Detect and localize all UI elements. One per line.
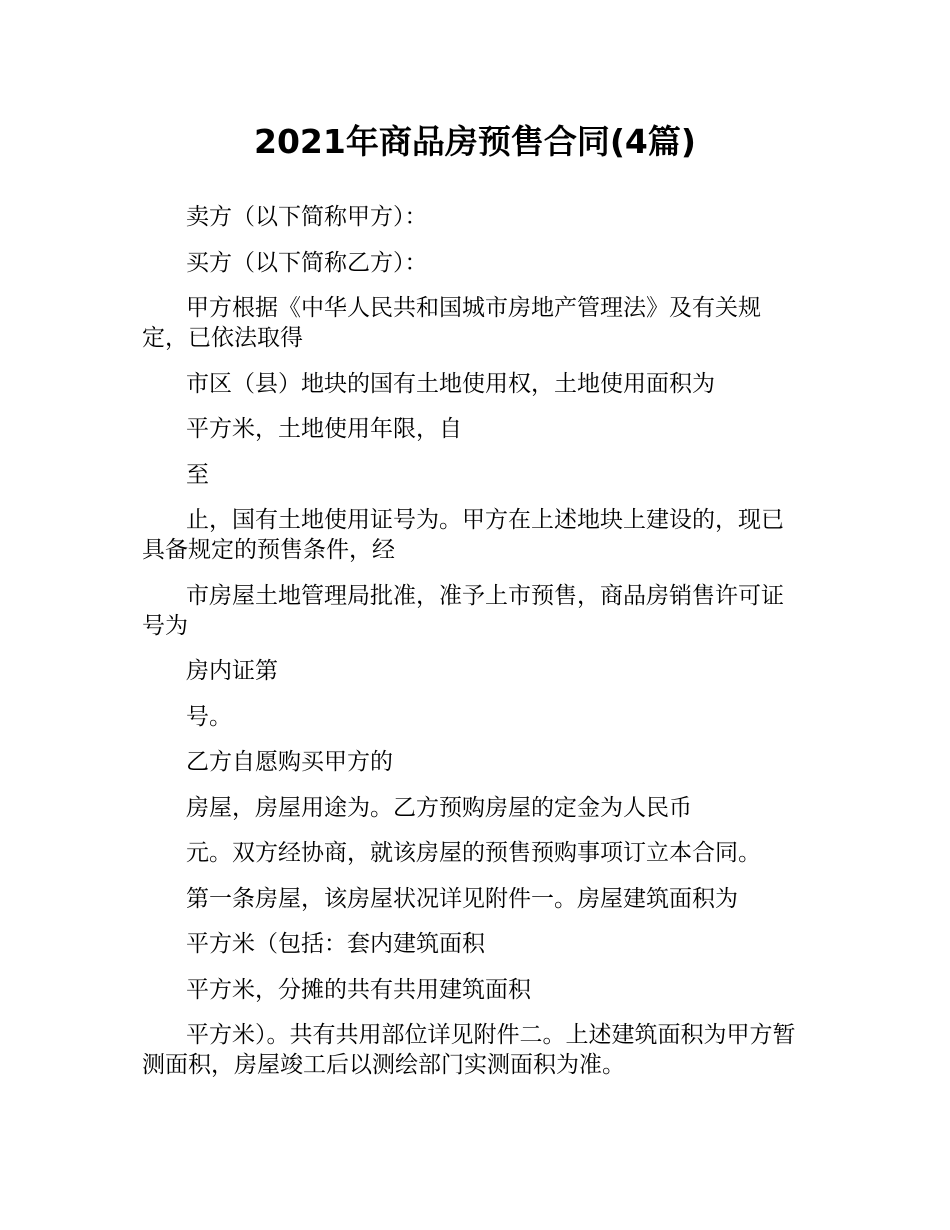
paragraph-house-usage: 房屋，房屋用途为。乙方预购房屋的定金为人民币 [186, 794, 692, 821]
paragraph-legal-basis: 甲方根据《中华人民共和国城市房地产管理法》及有关规定，已依法取得 [142, 295, 761, 351]
paragraph-number-end: 号。 [186, 703, 232, 730]
paragraph-land-term: 平方米，土地使用年限，自 [186, 416, 462, 442]
paragraph-until: 至 [186, 461, 209, 488]
paragraph-land-area: 市区（县）地块的国有土地使用权，土地使用面积为 [186, 370, 715, 397]
paragraph-seller: 卖方（以下简称甲方）： [186, 204, 428, 230]
paragraph-shared-area: 平方米，分摊的共有共用建筑面积 [186, 976, 531, 1003]
paragraph-agreement: 元。双方经协商，就该房屋的预售预购事项订立本合同。 [186, 840, 761, 866]
paragraph-article-one: 第一条房屋，该房屋状况详见附件一。房屋建筑面积为 [186, 885, 738, 912]
paragraph-buyer-intent: 乙方自愿购买甲方的 [186, 749, 393, 775]
document-title: 2021年商品房预售合同(4篇) [254, 122, 696, 161]
paragraph-permit-number: 房内证第 [186, 658, 278, 684]
paragraph-inner-area: 平方米（包括：套内建筑面积 [186, 931, 485, 957]
paragraph-land-certificate: 止，国有土地使用证号为。甲方在上述地块上建设的，现已具备规定的预售条件，经 [142, 507, 784, 563]
paragraph-buyer: 买方（以下简称乙方）： [186, 249, 428, 276]
paragraph-presale-permit: 市房屋土地管理局批准，准予上市预售，商品房销售许可证号为 [142, 582, 784, 639]
paragraph-measured-area: 平方米）。共有共用部位详见附件二。上述建筑面积为甲方暂测面积，房屋竣工后以测绘部门实测面积为准。 [142, 1022, 796, 1078]
document-body [142, 202, 806, 1096]
